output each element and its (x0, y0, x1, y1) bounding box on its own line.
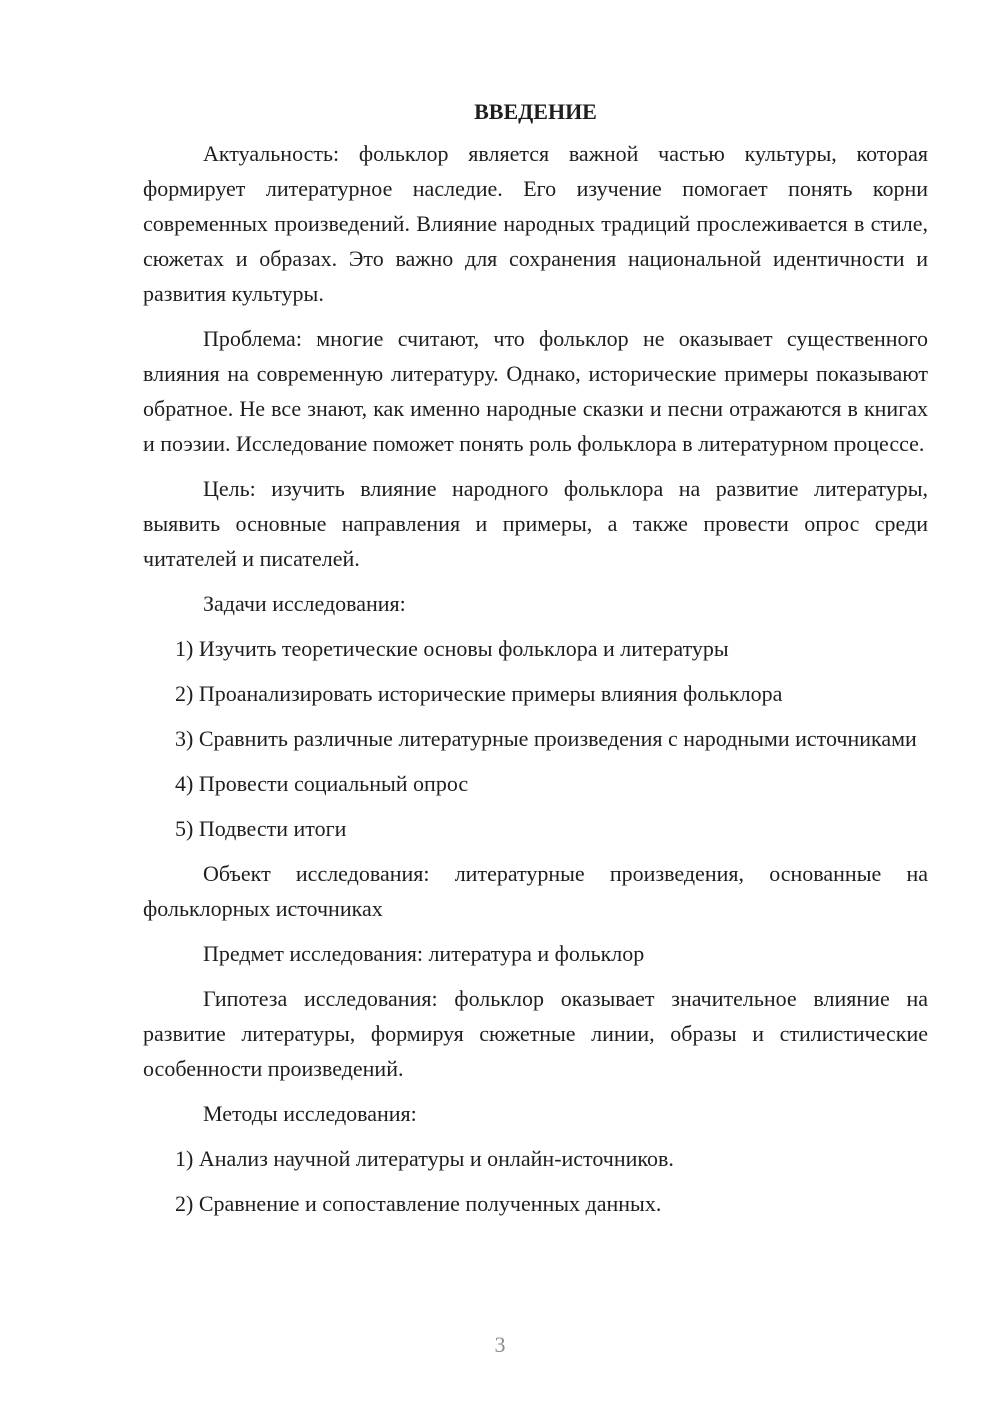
document-page (143, 90, 928, 1231)
page-number: 3 (494, 1332, 506, 1357)
object-paragraph: Объект исследования: литературные произведения, основанные на фольклорных источниках (143, 861, 928, 921)
method-item-1: 1) Анализ научной литературы и онлайн-источников. (175, 1146, 674, 1171)
task-item-1: 1) Изучить теоретические основы фольклора и литературы (175, 636, 729, 661)
relevance-paragraph: Актуальность: фольклор является важной частью культуры, которая формирует литературное наследие. Его изучение помогает понять корни современных произведений. Влияние народных традиций прослеживается в стиле, сюжетах и образах. Это важно для сохранения национальной идентичности и развития культуры. (143, 141, 928, 306)
hypothesis-paragraph: Гипотеза исследования: фольклор оказывает значительное влияние на развитие литературы, формируя сюжетные линии, образы и стилистические особенности произведений. (143, 986, 928, 1081)
task-item-2: 2) Проанализировать исторические примеры влияния фольклора (175, 681, 783, 706)
method-item-2: 2) Сравнение и сопоставление полученных данных. (175, 1191, 662, 1216)
subject-paragraph: Предмет исследования: литература и фольклор (203, 941, 645, 966)
task-item-4: 4) Провести социальный опрос (175, 771, 469, 796)
task-item-5: 5) Подвести итоги (175, 816, 347, 841)
tasks-heading: Задачи исследования: (203, 591, 406, 616)
methods-heading: Методы исследования: (203, 1101, 417, 1126)
goal-paragraph: Цель: изучить влияние народного фольклора на развитие литературы, выявить основные направления и примеры, а также провести опрос среди читателей и писателей. (143, 476, 928, 571)
problem-paragraph: Проблема: многие считают, что фольклор не оказывает существенного влияния на современную литературу. Однако, исторические примеры показывают обратное. Не все знают, как именно народные сказки и песни отражаются в книгах и поэзии. Исследование поможет понять роль фольклора в литературном процессе. (143, 326, 928, 456)
task-item-3: 3) Сравнить различные литературные произведения с народными источниками (175, 726, 917, 751)
section-title: ВВЕДЕНИЕ (474, 99, 597, 124)
